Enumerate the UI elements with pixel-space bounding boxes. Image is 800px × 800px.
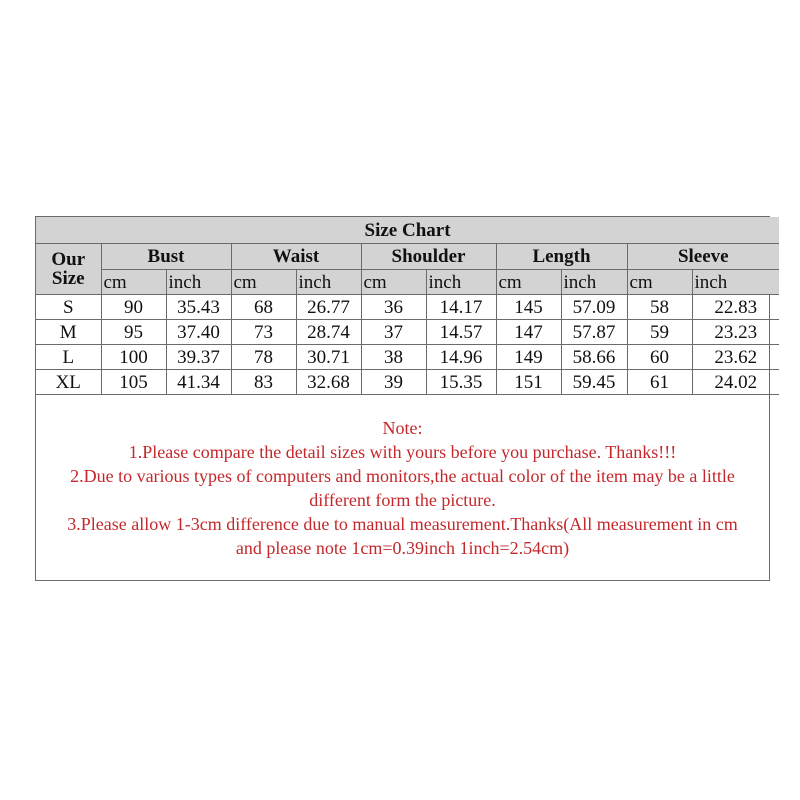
table-cell: 57.87 (561, 320, 627, 345)
note-line: 1.Please compare the detail sizes with yours before you purchase. Thanks!!! (128, 442, 677, 462)
our-size-label-line1: Our (51, 249, 86, 270)
table-cell: 14.57 (426, 320, 496, 345)
table-cell: 83 (231, 370, 296, 395)
table-cell: 35.43 (166, 295, 231, 320)
table-cell: 37 (361, 320, 426, 345)
table-cell: 30.71 (296, 345, 361, 370)
table-cell: 15.35 (426, 370, 496, 395)
table-cell: 95 (101, 320, 166, 345)
note-line: 3.Please allow 1-3cm difference due to manual measurement.Thanks(All measurement in cm (67, 514, 738, 534)
unit-header: inch (561, 270, 627, 295)
table-cell: 59 (627, 320, 692, 345)
table-cell: 61 (627, 370, 692, 395)
note-line: and please note 1cm=0.39inch 1inch=2.54cm) (235, 538, 570, 558)
table-cell: 23.23 (692, 320, 779, 345)
table-cell: 23.62 (692, 345, 779, 370)
table-cell: 14.96 (426, 345, 496, 370)
table-cell: 78 (231, 345, 296, 370)
table-cell: 39.37 (166, 345, 231, 370)
table-cell: 100 (101, 345, 166, 370)
table-cell: 38 (361, 345, 426, 370)
table-cell: 41.34 (166, 370, 231, 395)
group-header-waist: Waist (231, 244, 361, 270)
chart-title: Size Chart (36, 217, 779, 244)
unit-header: inch (426, 270, 496, 295)
notes-heading: Note: (382, 418, 423, 438)
table-cell: 73 (231, 320, 296, 345)
table-cell: 60 (627, 345, 692, 370)
unit-header: cm (101, 270, 166, 295)
size-label: L (36, 345, 101, 370)
group-header-sleeve: Sleeve (627, 244, 779, 270)
unit-header: cm (361, 270, 426, 295)
table-cell: 149 (496, 345, 561, 370)
group-header-bust: Bust (101, 244, 231, 270)
group-header-length: Length (496, 244, 627, 270)
note-line: different form the picture. (309, 490, 496, 510)
unit-header: cm (231, 270, 296, 295)
table-cell: 147 (496, 320, 561, 345)
unit-header: inch (692, 270, 779, 295)
size-label: XL (36, 370, 101, 395)
size-table (36, 217, 779, 395)
table-row (36, 370, 779, 395)
table-cell: 28.74 (296, 320, 361, 345)
table-cell: 68 (231, 295, 296, 320)
size-label: M (36, 320, 101, 345)
table-cell: 151 (496, 370, 561, 395)
table-cell: 14.17 (426, 295, 496, 320)
table-cell: 105 (101, 370, 166, 395)
size-chart (35, 216, 770, 581)
table-cell: 37.40 (166, 320, 231, 345)
table-cell: 26.77 (296, 295, 361, 320)
table-cell: 59.45 (561, 370, 627, 395)
note-line: 2.Due to various types of computers and monitors,the actual color of the item may be a little (70, 466, 735, 486)
table-row (36, 345, 779, 370)
table-cell: 22.83 (692, 295, 779, 320)
notes-section (36, 394, 769, 560)
table-cell: 24.02 (692, 370, 779, 395)
table-row (36, 295, 779, 320)
our-size-header (36, 244, 101, 295)
unit-header: cm (496, 270, 561, 295)
table-cell: 145 (496, 295, 561, 320)
size-label: S (36, 295, 101, 320)
table-row (36, 320, 779, 345)
our-size-label-line2: Size (51, 268, 85, 289)
unit-header: inch (166, 270, 231, 295)
table-cell: 36 (361, 295, 426, 320)
unit-header: cm (627, 270, 692, 295)
table-cell: 90 (101, 295, 166, 320)
group-header-shoulder: Shoulder (361, 244, 496, 270)
table-cell: 39 (361, 370, 426, 395)
table-cell: 58.66 (561, 345, 627, 370)
table-cell: 57.09 (561, 295, 627, 320)
table-cell: 32.68 (296, 370, 361, 395)
table-cell: 58 (627, 295, 692, 320)
unit-header: inch (296, 270, 361, 295)
